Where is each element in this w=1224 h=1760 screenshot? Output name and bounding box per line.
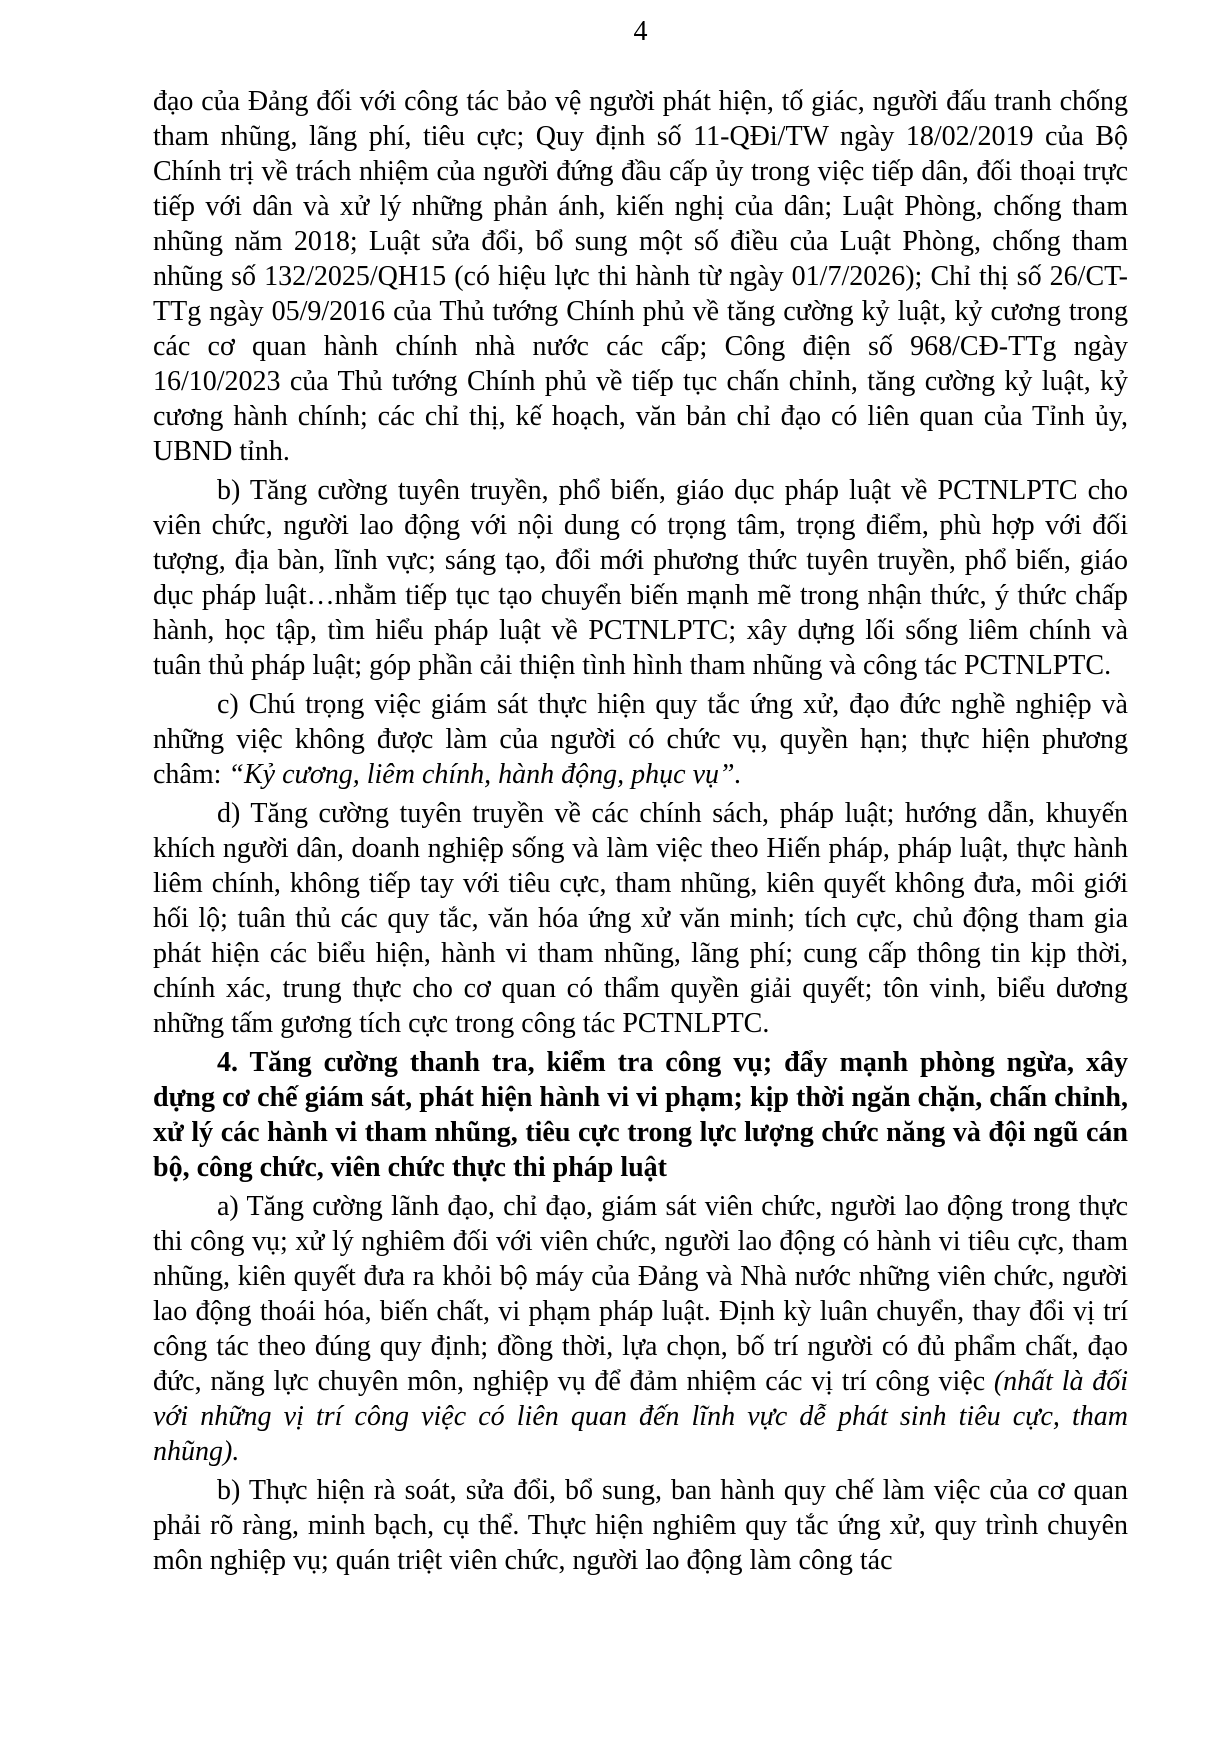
- page-number: 4: [633, 16, 648, 47]
- paragraph-c-text: c) Chú trọng việc giám sát thực hiện quy tắc ứng xử, đạo đức nghề nghiệp và những việc không được làm của người có chức vụ, quyền hạn; thực hiện phương châm:: [153, 689, 1128, 790]
- paragraph-c-supervision: [153, 687, 1128, 792]
- paragraph-b-propaganda: b) Tăng cường tuyên truyền, phổ biến, giáo dục pháp luật về PCTNLPTC cho viên chức, người lao động với nội dung có trọng tâm, trọng điểm, phù hợp với đối tượng, địa bàn, lĩnh vực; sáng tạo, đổi mới phương thức tuyên truyền, phổ biến, giáo dục pháp luật…nhằm tiếp tục tạo chuyển biến mạnh mẽ trong nhận thức, ý thức chấp hành, học tập, tìm hiểu pháp luật về PCTNLPTC; xây dựng lối sống liêm chính và tuân thủ pháp luật; góp phần cải thiện tình hình tham nhũng và công tác PCTNLPTC.: [153, 475, 1128, 681]
- paragraph-d-policies: d) Tăng cường tuyên truyền về các chính sách, pháp luật; hướng dẫn, khuyến khích người dân, doanh nghiệp sống và làm việc theo Hiến pháp, pháp luật, thực hành liêm chính, không tiếp tay với tiêu cực, tham nhũng, kiên quyết không đưa, môi giới hối lộ; tuân thủ các quy tắc, văn hóa ứng xử văn minh; tích cực, chủ động tham gia phát hiện các biểu hiện, hành vi tham nhũng, lãng phí; cung cấp thông tin kịp thời, chính xác, trung thực cho cơ quan có thẩm quyền giải quyết; tôn vinh, biểu dương những tấm gương tích cực trong công tác PCTNLPTC.: [153, 798, 1128, 1039]
- paragraph-4a-enforcement: [153, 1189, 1128, 1469]
- paragraph-c-motto: “Kỷ cương, liêm chính, hành động, phục vụ”.: [228, 759, 742, 790]
- paragraph-4a-note: (nhất là đối với những vị trí công việc có liên quan đến lĩnh vực dễ phát sinh tiêu cực, tham nhũng).: [153, 1366, 1128, 1467]
- document-body: [153, 84, 1128, 1578]
- paragraph-4a-text: a) Tăng cường lãnh đạo, chỉ đạo, giám sát viên chức, người lao động trong thực thi công vụ; xử lý nghiêm đối với viên chức, người lao động có hành vi tiêu cực, tham nhũng, kiên quyết đưa ra khỏi bộ máy của Đảng và Nhà nước những viên chức, người lao động thoái hóa, biến chất, vi phạm pháp luật. Định kỳ luân chuyển, thay đổi vị trí công tác theo đúng quy định; đồng thời, lựa chọn, bố trí người có đủ phẩm chất, đạo đức, năng lực chuyên môn, nghiệp vụ để đảm nhiệm các vị trí công việc: [153, 1191, 1128, 1397]
- paragraph-legal-references: đạo của Đảng đối với công tác bảo vệ người phát hiện, tố giác, người đấu tranh chống tham nhũng, lãng phí, tiêu cực; Quy định số 11-QĐi/TW ngày 18/02/2019 của Bộ Chính trị về trách nhiệm của người đứng đầu cấp ủy trong việc tiếp dân, đối thoại trực tiếp với dân và xử lý những phản ánh, kiến nghị của dân; Luật Phòng, chống tham nhũng năm 2018; Luật sửa đổi, bổ sung một số điều của Luật Phòng, chống tham nhũng số 132/2025/QH15 (có hiệu lực thi hành từ ngày 01/7/2026); Chỉ thị số 26/CT-TTg ngày 05/9/2016 của Thủ tướng Chính phủ về tăng cường kỷ luật, kỷ cương trong các cơ quan hành chính nhà nước các cấp; Công điện số 968/CĐ-TTg ngày 16/10/2023 của Thủ tướng Chính phủ về tiếp tục chấn chỉnh, tăng cường kỷ luật, kỷ cương hành chính; các chỉ thị, kế hoạch, văn bản chỉ đạo có liên quan của Tỉnh ủy, UBND tỉnh.: [153, 86, 1128, 467]
- paragraph-4b-regulations: b) Thực hiện rà soát, sửa đổi, bổ sung, ban hành quy chế làm việc của cơ quan phải rõ ràng, minh bạch, cụ thể. Thực hiện nghiêm quy tắc ứng xử, quy trình chuyên môn nghiệp vụ; quán triệt viên chức, người lao động làm công tác: [153, 1475, 1128, 1576]
- section-4-heading: 4. Tăng cường thanh tra, kiểm tra công vụ; đẩy mạnh phòng ngừa, xây dựng cơ chế giám sát, phát hiện hành vi vi phạm; kịp thời ngăn chặn, chấn chỉnh, xử lý các hành vi tham nhũng, tiêu cực trong lực lượng chức năng và đội ngũ cán bộ, công chức, viên chức thực thi pháp luật: [153, 1047, 1128, 1183]
